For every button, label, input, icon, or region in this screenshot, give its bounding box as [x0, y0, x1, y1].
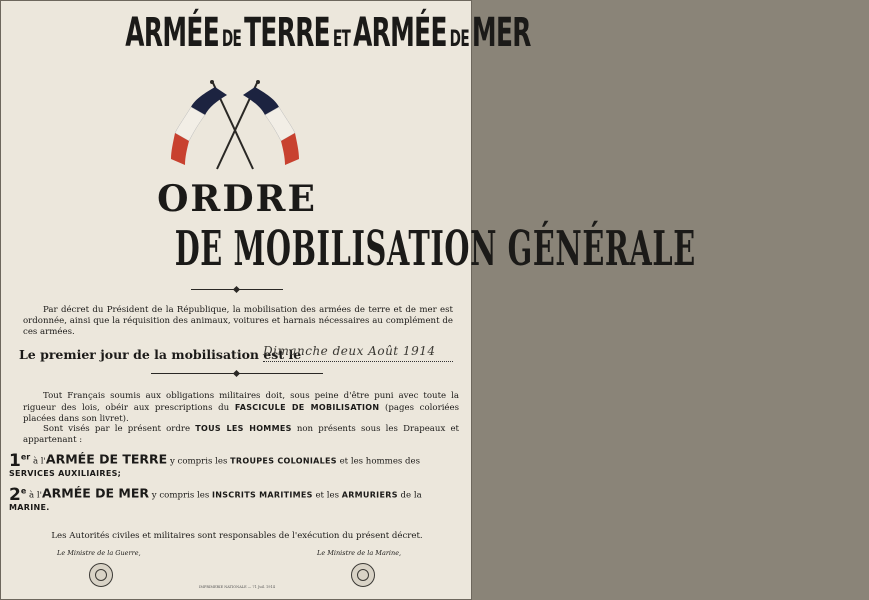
poster-title	[1, 10, 531, 56]
title-armee-1: ARMÉE	[125, 10, 220, 56]
title-de-2: DE	[449, 27, 470, 52]
item2-marine: MARINE.	[9, 502, 50, 512]
item2-num: 2	[9, 484, 21, 505]
decree-paragraph: Par décret du Président de la République, la mobilisation des armées de terre et de mer est ordonnée, ainsi que la réquisition des animaux, voitures et harnais nécessaires au complément de ces armées.	[23, 305, 453, 337]
item2-a: à l'	[29, 490, 42, 501]
fascicule-text: FASCICULE DE MOBILISATION	[234, 403, 380, 412]
item2-navy-name: ARMÉE DE MER	[41, 485, 150, 501]
item2-d: de la	[400, 490, 422, 501]
item2-c: et les	[315, 490, 339, 501]
item2-inscrits: INSCRITS MARITIMES	[211, 490, 313, 500]
item1-army-name: ARMÉE DE TERRE	[45, 451, 168, 467]
date-field	[263, 344, 453, 362]
handwritten-date: Dimanche deux Août 1914	[263, 344, 436, 358]
first-day-label: Le premier jour de la mobilisation est le	[19, 347, 302, 362]
item1-c: et les hommes des	[339, 456, 421, 467]
heading-mobilisation-text: DE MOBILISATION GÉNÉRALE	[174, 221, 696, 277]
navy-seal-icon	[351, 563, 375, 587]
signature-war-minister: Le Ministre de la Guerre,	[57, 549, 141, 557]
heading-mobilisation	[1, 221, 696, 277]
item2-number	[9, 485, 26, 505]
printer-imprint: IMPRIMERIE NATIONALE — 71 Juil. 1914	[199, 585, 275, 589]
divider-ornament	[233, 286, 240, 293]
signature-navy-minister: Le Ministre de la Marine,	[317, 549, 402, 557]
item1-b: y compris les	[169, 456, 228, 467]
item1-services: SERVICES AUXILIAIRES;	[9, 468, 122, 478]
obligations-paragraph	[23, 391, 459, 425]
item1-sup: er	[20, 452, 31, 461]
concerned-text-b: non présents sous les Drapeaux et appartenant :	[23, 424, 459, 445]
title-mer: MER	[471, 10, 531, 56]
divider-ornament-2	[233, 370, 240, 377]
item1-a: à l'	[32, 456, 46, 467]
concerned-paragraph	[23, 423, 459, 446]
item1-troupes: TROUPES COLONIALES	[230, 456, 337, 466]
concerned-text-a: Sont visés par le présent ordre	[43, 424, 191, 434]
war-seal-icon	[89, 563, 113, 587]
title-et: ET	[332, 27, 351, 52]
authorities-paragraph: Les Autorités civiles et militaires sont responsables de l'exécution du présent décret.	[51, 531, 423, 541]
item-army	[9, 451, 461, 480]
item2-sup: e	[20, 486, 27, 495]
all-men-text: TOUS LES HOMMES	[195, 424, 292, 433]
item2-b: y compris les	[151, 490, 210, 501]
obligations-text-b: (pages coloriées placées dans son livret).	[23, 403, 460, 424]
crossed-flags-icon	[165, 77, 305, 173]
heading-ordre: ORDRE	[157, 178, 317, 220]
item-navy	[9, 485, 461, 514]
item1-number	[9, 451, 30, 471]
title-de-1: DE	[221, 27, 242, 52]
title-terre: TERRE	[244, 10, 331, 56]
item2-armuriers: ARMURIERS	[341, 490, 398, 500]
item1-num: 1	[9, 450, 21, 471]
obligations-text-a: Tout Français soumis aux obligations militaires doit, sous peine d'être puni avec toute la rigueur des lois, obéir aux prescriptions du	[23, 391, 459, 413]
title-armee-2: ARMÉE	[353, 10, 447, 56]
